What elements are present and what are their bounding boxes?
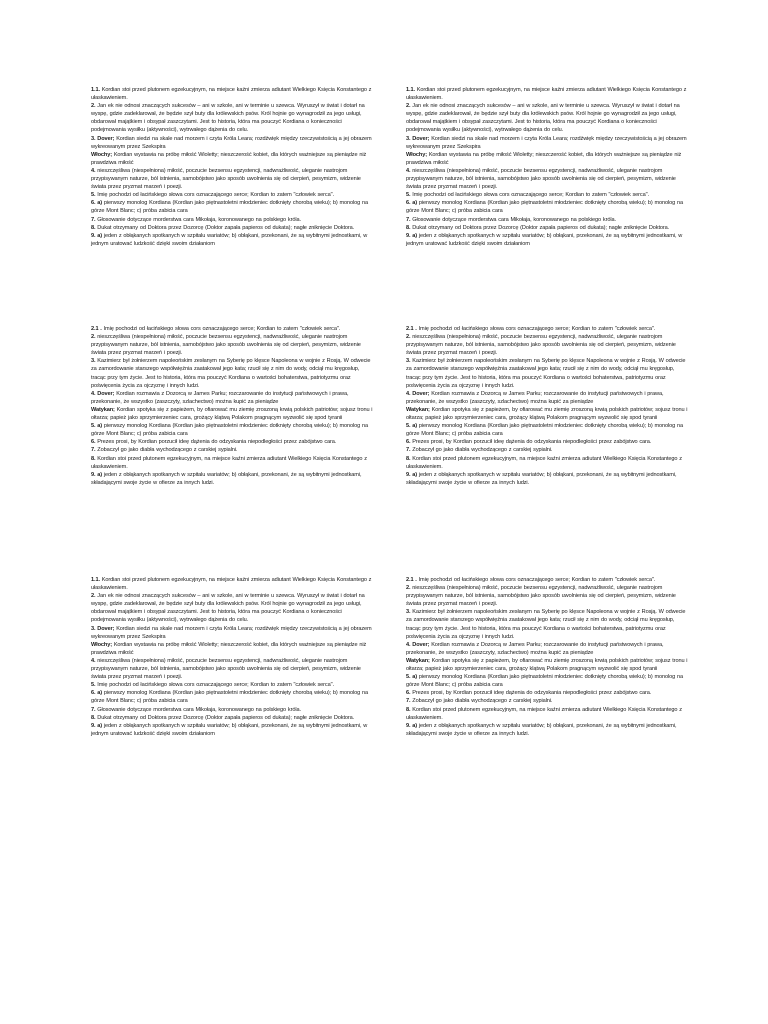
answer-text: Kordian stoi przed plutonem egzekucyjnym, na miejsce kaźni zmierza adiutant Wielkiego Księcia Konstantego z ułaskawieniem. — [406, 455, 682, 470]
answer-number: 6. a) — [91, 200, 103, 207]
answer-paragraph — [91, 722, 373, 738]
answer-paragraph — [91, 681, 373, 689]
answer-paragraph — [406, 576, 688, 584]
answer-number: 2.1 . — [406, 577, 417, 583]
answer-number: 1.1. — [91, 87, 100, 93]
answer-paragraph — [406, 455, 688, 471]
answer-number: 9. a) — [91, 232, 103, 239]
answer-paragraph — [406, 697, 688, 705]
answer-number: 8. — [406, 224, 411, 231]
answer-number: 5. a) — [406, 423, 418, 430]
answer-number: 9. a) — [406, 722, 418, 729]
answer-paragraph — [91, 151, 373, 167]
answer-number: 6. — [91, 439, 96, 446]
answer-paragraph — [91, 167, 373, 191]
answer-number: 4. — [91, 657, 96, 664]
answer-paragraph — [91, 216, 373, 224]
answer-text: Kordian siedzi na skale nad morzem i czyta Króla Leara; rozdźwięk między rzeczywistością a jej obrazem wykreowanym przez Szekspira — [91, 625, 372, 640]
answer-block-6 — [406, 576, 688, 738]
answer-paragraph — [406, 406, 688, 422]
answer-block-1 — [91, 86, 373, 248]
answer-text: nieszczęśliwa (niespełniona) miłość, poczucie bezsensu egzystencji, nadwrażliwość, uleganie nastrojom przypisywanym naturze, ból istnienia, samobójstwo jako sposób uwolnienia się od cierpień, pesymizm, widzenie świata przez pryzmat marzeń i poezji. — [91, 334, 361, 357]
answer-text: nieszczęśliwa (niespełniona) miłość, poczucie bezsensu egzystencji, nadwrażliwość, uleganie nastrojom przypisywanym naturze, ból istnienia, samobójstwo jako sposób uwolnienia się od cierpień, pesymizm, widzenie świata przez pryzmat marzeń i poezji. — [91, 167, 361, 191]
answer-text: Kordian spotyka się z papieżem, by ofiarować mu ziemię zroszoną krwią polskich patriotów; sojusz tronu i ołtarza; papież jako sprzymierzeniec cara, grożący klątwą Polakom pragnącym wyzwolić się spod tyranii — [91, 406, 373, 422]
answer-paragraph — [406, 438, 688, 446]
answer-text: Kordian spotyka się z papieżem, by ofiarować mu ziemię zroszoną krwią polskich patriotów; sojusz tronu i ołtarza; papież jako sprzymierzeniec cara, grożący klątwą Polakom pragnącym wyzwolić się spod tyranii — [406, 406, 688, 422]
answer-text: jeden z obłąkanych spotkanych w szpitalu wariatów; b) obłąkani, przekonani, że są wybitnymi jednostkami, w jednym uratować ludzkość dzięki swoim działaniom — [91, 722, 368, 737]
answer-number: 9. a) — [406, 232, 418, 239]
answer-paragraph — [406, 673, 688, 689]
answer-paragraph — [91, 714, 373, 722]
answer-text: Kordian stoi przed plutonem egzekucyjnym, na miejsce kaźni zmierza adiutant Wielkiego Księcia Konstantego z ułaskawieniem. — [91, 577, 372, 592]
answer-paragraph — [406, 86, 688, 102]
answer-text: Kordian spotyka się z papieżem, by ofiarować mu ziemię zroszoną krwią polskich patriotów; sojusz tronu i ołtarza; papież jako sprzymierzeniec cara, grożący klątwą Polakom pragnącym wyzwolić się spod tyranii — [406, 657, 688, 673]
answer-number: 3. — [91, 358, 96, 365]
answer-number: 7. — [406, 447, 411, 454]
answer-number: 2. — [406, 585, 411, 592]
answer-text: pierwszy monolog Kordiana (Kordian jako piętnastoletni młodzieniec dotknięty chorobą wieku); b) monolog na górze Mont Blanc; c) próba zabicia cara — [406, 674, 683, 689]
answer-text: Prezes prosi, by Kordian porzucił ideę dążenia do odzyskania niepodległości przez zabójstwo cara. — [412, 439, 652, 446]
answer-text: Kazimierz był żołnierzem napoleońskim zesłanym na Syberię po klęsce Napoleona w wojnie z Rosją. W odwecie za zamordowanie starszego współwięźnia zaatakował jego kata; rzucił się z nim do wody, odciął mu kręgosłup, tracąc przy tym życie. Jest to historia, która ma pouczyć Kordiana o wartości bohaterstwa, patriotyzmu oraz poświęcenia życia za ojczyznę i innych ludzi. — [406, 358, 686, 389]
answer-text: Kazimierz był żołnierzem napoleońskim zesłanym na Syberię po klęsce Napoleona w wojnie z Rosją. W odwecie za zamordowanie starszego współwięźnia zaatakował jego kata; rzucił się z nim do wody, odciął mu kręgosłup, tracąc przy tym życie. Jest to historia, która ma pouczyć Kordiana o wartości bohaterstwa, patriotyzmu oraz poświęcenia życia za ojczyznę i innych ludzi. — [91, 358, 371, 389]
answer-number: Watykan; — [91, 406, 115, 413]
answer-text: Prezes prosi, by Kordian porzucił ideę dążenia do odzyskania niepodległości przez zabójstwo cara. — [412, 690, 652, 697]
answer-number: 4. Dover; — [406, 641, 430, 648]
answer-number: 4. — [91, 167, 96, 174]
answer-text: Kordian rozmawia z Dozorcą w James Parku; rozczarowanie do instytucji państwowych i prawa, przekonanie, że wszystko (zaszczyty, szlachectwo) można kupić za pieniądze — [91, 390, 349, 405]
answer-text: nieszczęśliwa (niespełniona) miłość, poczucie bezsensu egzystencji, nadwrażliwość, uleganie nastrojom przypisywanym naturze, ból istnienia, samobójstwo jako sposób uwolnienia się od cierpień, pesymizm, widzenie świata przez pryzmat marzeń i poezji. — [406, 334, 676, 357]
answer-number: 5. a) — [406, 674, 418, 681]
answer-text: Imię pochodzi od łacińskiego słowa cors oznaczającego serce; Kordian to zatem "człowiek serca". — [418, 577, 656, 583]
answer-paragraph — [406, 199, 688, 215]
answer-text: jeden z obłąkanych spotkanych w szpitalu wariatów; b) obłąkani, przekonani, że są wybitnymi jednostkami, składającymi swoje życie w ofierze za innych ludzi. — [406, 722, 677, 737]
answer-text: Głosowanie dotyczące morderstwa cara Mikołaja, koronowanego na polskiego króla. — [97, 216, 301, 223]
answer-paragraph — [406, 151, 688, 167]
answer-text: Głosowanie dotyczące morderstwa cara Mikołaja, koronowanego na polskiego króla. — [412, 216, 616, 223]
answer-text: Zobaczył go jako diabła wychodzącego z carskiej sypialni. — [97, 447, 238, 454]
answer-text: nieszczęśliwa (niespełniona) miłość, poczucie bezsensu egzystencji, nadwrażliwość, uleganie nastrojom przypisywanym naturze, ból istnienia, samobójstwo jako sposób uwolnienia się od cierpień, pesymizm, widzenie świata przez pryzmat marzeń i poezji. — [406, 585, 676, 608]
answer-paragraph — [91, 102, 373, 134]
answer-text: Imię pochodzi od łacińskiego słowa cors oznaczającego serce; Kordian to zatem "człowiek serca". — [97, 192, 334, 199]
answer-paragraph — [91, 438, 373, 446]
answer-paragraph — [406, 232, 688, 248]
answer-paragraph — [91, 689, 373, 705]
answer-number: 3. Dover; — [91, 625, 115, 632]
answer-paragraph — [406, 390, 688, 406]
answer-paragraph — [91, 641, 373, 657]
answer-paragraph — [91, 325, 373, 333]
answer-text: Dukat otrzymany od Doktora przez Dozorcę (Doktor zapała papieros od dukata); nagłe zniknięcie Doktora. — [412, 224, 670, 231]
answer-number: 2. — [91, 334, 96, 341]
answer-paragraph — [406, 689, 688, 697]
answer-paragraph — [91, 357, 373, 389]
answer-number: 3. Dover; — [91, 135, 115, 142]
answer-number: 4. Dover; — [91, 390, 115, 397]
answer-paragraph — [406, 325, 688, 333]
answer-text: Zobaczył go jako diabła wychodzącego z carskiej sypialni. — [412, 698, 553, 705]
answer-number: 1.1. — [91, 577, 100, 583]
answer-number: 7. — [91, 216, 96, 223]
answer-paragraph — [91, 224, 373, 232]
answer-number: 2.1 . — [406, 326, 417, 332]
answer-number: 7. — [406, 216, 411, 223]
answer-number: 2. — [91, 593, 96, 600]
answer-number: 1.1. — [406, 87, 415, 93]
answer-number: 5. — [91, 192, 96, 199]
answer-number: 6. a) — [406, 200, 418, 207]
answer-text: Imię pochodzi od łacińskiego słowa cors oznaczającego serce; Kordian to zatem "człowiek serca". — [412, 192, 649, 199]
answer-paragraph — [91, 657, 373, 681]
answer-paragraph — [91, 592, 373, 624]
answer-paragraph — [406, 446, 688, 454]
answer-number: 2.1 . — [91, 326, 102, 332]
answer-paragraph — [91, 232, 373, 248]
answer-paragraph — [91, 406, 373, 422]
answer-number: 8. — [406, 455, 411, 462]
answer-text: Kordian rozmawia z Dozorcą w James Parku; rozczarowanie do instytucji państwowych i prawa, przekonanie, że wszystko (zaszczyty, szlachectwo) można kupić za pieniądze — [406, 390, 664, 405]
answer-text: Prezes prosi, by Kordian porzucił ideę dążenia do odzyskania niepodległości przez zabójstwo cara. — [97, 439, 337, 446]
answer-number: 8. — [91, 714, 96, 721]
answer-number: 3. — [406, 358, 411, 365]
answer-text: Kordian stoi przed plutonem egzekucyjnym, na miejsce kaźni zmierza adiutant Wielkiego Księcia Konstantego z ułaskawieniem. — [91, 455, 367, 470]
answer-paragraph — [406, 102, 688, 134]
answer-number: 4. Dover; — [406, 390, 430, 397]
answer-text: jeden z obłąkanych spotkanych w szpitalu wariatów; b) obłąkani, przekonani, że są wybitnymi jednostkami, składającymi swoje życie w ofierze za innych ludzi. — [91, 471, 362, 486]
answer-paragraph — [91, 471, 373, 487]
answer-paragraph — [406, 333, 688, 357]
answer-text: Jan ek nie odnosi znaczących sukcesów – ani w szkole, ani w terminie u szewca. Wyruszył w świat i dotarł na wyspę, gdzie zadeklarował, że będzie szył buty dla królewskich psów. Król hojnie go wynagrodził za jego usługi, obdarował majątkiem i obsypał zaszczytami. Jest to historia, która ma pouczyć Kordiana o konieczności podejmowania wysiłku (aktywności), wytrwałego dążenia do celu. — [91, 593, 365, 624]
answer-number: 4. — [406, 167, 411, 174]
answer-number: 2. — [91, 103, 96, 110]
answer-text: Kordian stoi przed plutonem egzekucyjnym, na miejsce kaźni zmierza adiutant Wielkiego Księcia Konstantego z ułaskawieniem. — [406, 706, 682, 721]
answer-text: Zobaczył go jako diabła wychodzącego z carskiej sypialni. — [412, 447, 553, 454]
answer-number: Włochy; — [91, 151, 112, 158]
answer-number: 7. — [406, 698, 411, 705]
answer-paragraph — [91, 576, 373, 592]
answer-number: 2. — [406, 334, 411, 341]
answer-number: 3. — [406, 609, 411, 616]
answer-text: Kazimierz był żołnierzem napoleońskim zesłanym na Syberię po klęsce Napoleona w wojnie z Rosją. W odwecie za zamordowanie starszego współwięźnia zaatakował jego kata; rzucił się z nim do wody, odciął mu kręgosłup, tracąc przy tym życie. Jest to historia, która ma pouczyć Kordiana o wartości bohaterstwa, patriotyzmu oraz poświęcenia życia za ojczyznę i innych ludzi. — [406, 609, 686, 640]
answer-paragraph — [406, 584, 688, 608]
answer-number: 2. — [406, 103, 411, 110]
answer-number: 7. — [91, 706, 96, 713]
answer-paragraph — [91, 422, 373, 438]
answer-paragraph — [406, 641, 688, 657]
answer-text: Kordian wystawia na próbę miłość Wioletty; nieszczerość kobiet, dla których ważniejsze są pieniądze niż prawdziwa miłość — [91, 641, 367, 656]
answer-text: Dukat otrzymany od Doktora przez Dozorcę (Doktor zapała papieros od dukata); nagłe zniknięcie Doktora. — [97, 714, 355, 721]
answer-number: 6. a) — [91, 690, 103, 697]
answer-text: Głosowanie dotyczące morderstwa cara Mikołaja, koronowanego na polskiego króla. — [97, 706, 301, 713]
answer-paragraph — [91, 199, 373, 215]
answer-text: nieszczęśliwa (niespełniona) miłość, poczucie bezsensu egzystencji, nadwrażliwość, uleganie nastrojom przypisywanym naturze, ból istnienia, samobójstwo jako sposób uwolnienia się od cierpień, pesymizm, widzenie świata przez pryzmat marzeń i poezji. — [91, 657, 361, 681]
answer-paragraph — [406, 216, 688, 224]
answer-text: Imię pochodzi od łacińskiego słowa cors oznaczającego serce; Kordian to zatem "człowiek serca". — [97, 682, 334, 689]
answer-text: Jan ek nie odnosi znaczących sukcesów – ani w szkole, ani w terminie u szewca. Wyruszył w świat i dotarł na wyspę, gdzie zadeklarował, że będzie szył buty dla królewskich psów. Król hojnie go wynagrodził za jego usługi, obdarował majątkiem i obsypał zaszczytami. Jest to historia, która ma pouczyć Kordiana o konieczności podejmowania wysiłku (aktywności), wytrwałego dążenia do celu. — [406, 103, 680, 134]
answer-paragraph — [91, 86, 373, 102]
answer-paragraph — [91, 706, 373, 714]
answer-paragraph — [91, 446, 373, 454]
answer-paragraph — [91, 191, 373, 199]
answer-number: 5. a) — [91, 423, 103, 430]
answer-text: Kordian wystawia na próbę miłość Wioletty; nieszczerość kobiet, dla których ważniejsze są pieniądze niż prawdziwa miłość — [406, 151, 682, 166]
answer-block-4 — [406, 325, 688, 487]
answer-paragraph — [406, 608, 688, 640]
answer-number: 6. — [406, 439, 411, 446]
answer-number: Watykan; — [406, 657, 430, 664]
answer-text: Kordian wystawia na próbę miłość Wioletty; nieszczerość kobiet, dla których ważniejsze są pieniądze niż prawdziwa miłość — [91, 151, 367, 166]
answer-text: Dukat otrzymany od Doktora przez Dozorcę (Doktor zapała papieros od dukata); nagłe zniknięcie Doktora. — [97, 224, 355, 231]
answer-paragraph — [406, 135, 688, 151]
answer-text: Kordian stoi przed plutonem egzekucyjnym, na miejsce kaźni zmierza adiutant Wielkiego Księcia Konstantego z ułaskawieniem. — [91, 87, 372, 102]
answer-paragraph — [406, 167, 688, 191]
answer-paragraph — [406, 357, 688, 389]
answer-paragraph — [91, 135, 373, 151]
answer-text: Kordian stoi przed plutonem egzekucyjnym, na miejsce kaźni zmierza adiutant Wielkiego Księcia Konstantego z ułaskawieniem. — [406, 87, 687, 102]
answer-number: 7. — [91, 447, 96, 454]
answer-number: 9. a) — [406, 471, 418, 478]
answer-number: 9. a) — [91, 471, 103, 478]
answer-number: Watykan; — [406, 406, 430, 413]
answer-number: 8. — [406, 706, 411, 713]
answer-paragraph — [91, 333, 373, 357]
answer-text: Kordian siedzi na skale nad morzem i czyta Króla Leara; rozdźwięk między rzeczywistością a jej obrazem wykreowanym przez Szekspira — [91, 135, 372, 150]
answer-text: pierwszy monolog Kordiana (Kordian jako piętnastoletni młodzieniec dotknięty chorobą wieku); b) monolog na górze Mont Blanc; c) próba zabicia cara — [91, 423, 368, 438]
answer-number: 5. — [91, 682, 96, 689]
answer-number: 8. — [91, 224, 96, 231]
answer-number: 8. — [91, 455, 96, 462]
answer-text: nieszczęśliwa (niespełniona) miłość, poczucie bezsensu egzystencji, nadwrażliwość, uleganie nastrojom przypisywanym naturze, ból istnienia, samobójstwo jako sposób uwolnienia się od cierpień, pesymizm, widzenie świata przez pryzmat marzeń i poezji. — [406, 167, 676, 191]
answer-paragraph — [91, 390, 373, 406]
answer-number: 6. — [406, 690, 411, 697]
answer-number: 3. Dover; — [406, 135, 430, 142]
answer-paragraph — [406, 224, 688, 232]
answer-text: Jan ek nie odnosi znaczących sukcesów – ani w szkole, ani w terminie u szewca. Wyruszył w świat i dotarł na wyspę, gdzie zadeklarował, że będzie szył buty dla królewskich psów. Król hojnie go wynagrodził za jego usługi, obdarował majątkiem i obsypał zaszczytami. Jest to historia, która ma pouczyć Kordiana o konieczności podejmowania wysiłku (aktywności), wytrwałego dążenia do celu. — [91, 103, 365, 134]
answer-text: jeden z obłąkanych spotkanych w szpitalu wariatów; b) obłąkani, przekonani, że są wybitnymi jednostkami, w jednym uratować ludzkość dzięki swoim działaniom — [406, 232, 683, 247]
answer-paragraph — [406, 471, 688, 487]
answer-block-5 — [91, 576, 373, 738]
answer-paragraph — [91, 625, 373, 641]
answer-text: jeden z obłąkanych spotkanych w szpitalu wariatów; b) obłąkani, przekonani, że są wybitnymi jednostkami, składającymi swoje życie w ofierze za innych ludzi. — [406, 471, 677, 486]
answer-block-3 — [91, 325, 373, 487]
answer-paragraph — [406, 657, 688, 673]
answer-text: Imię pochodzi od łacińskiego słowa cors oznaczającego serce; Kordian to zatem "człowiek serca". — [103, 326, 341, 332]
answer-paragraph — [406, 722, 688, 738]
answer-paragraph — [406, 422, 688, 438]
answer-paragraph — [91, 455, 373, 471]
answer-number: 9. a) — [91, 722, 103, 729]
answer-text: pierwszy monolog Kordiana (Kordian jako piętnastoletni młodzieniec dotknięty chorobą wieku); b) monolog na górze Mont Blanc; c) próba zabicia cara — [406, 200, 683, 215]
answer-text: jeden z obłąkanych spotkanych w szpitalu wariatów; b) obłąkani, przekonani, że są wybitnymi jednostkami, w jednym uratować ludzkość dzięki swoim działaniom — [91, 232, 368, 247]
answer-paragraph — [406, 706, 688, 722]
answer-block-2 — [406, 86, 688, 248]
answer-paragraph — [406, 191, 688, 199]
answer-number: Włochy; — [91, 641, 112, 648]
answer-text: Kordian rozmawia z Dozorcą w James Parku; rozczarowanie do instytucji państwowych i prawa, przekonanie, że wszystko (zaszczyty, szlachectwo) można kupić za pieniądze — [406, 641, 664, 656]
answer-text: pierwszy monolog Kordiana (Kordian jako piętnastoletni młodzieniec dotknięty chorobą wieku); b) monolog na górze Mont Blanc; c) próba zabicia cara — [406, 423, 683, 438]
answer-text: pierwszy monolog Kordiana (Kordian jako piętnastoletni młodzieniec dotknięty chorobą wieku); b) monolog na górze Mont Blanc; c) próba zabicia cara — [91, 200, 368, 215]
answer-text: pierwszy monolog Kordiana (Kordian jako piętnastoletni młodzieniec dotknięty chorobą wieku); b) monolog na górze Mont Blanc; c) próba zabicia cara — [91, 690, 368, 705]
answer-number: Włochy; — [406, 151, 427, 158]
answer-text: Imię pochodzi od łacińskiego słowa cors oznaczającego serce; Kordian to zatem "człowiek serca". — [418, 326, 656, 332]
answer-number: 5. — [406, 192, 411, 199]
answer-text: Kordian siedzi na skale nad morzem i czyta Króla Leara; rozdźwięk między rzeczywistością a jej obrazem wykreowanym przez Szekspira — [406, 135, 687, 150]
